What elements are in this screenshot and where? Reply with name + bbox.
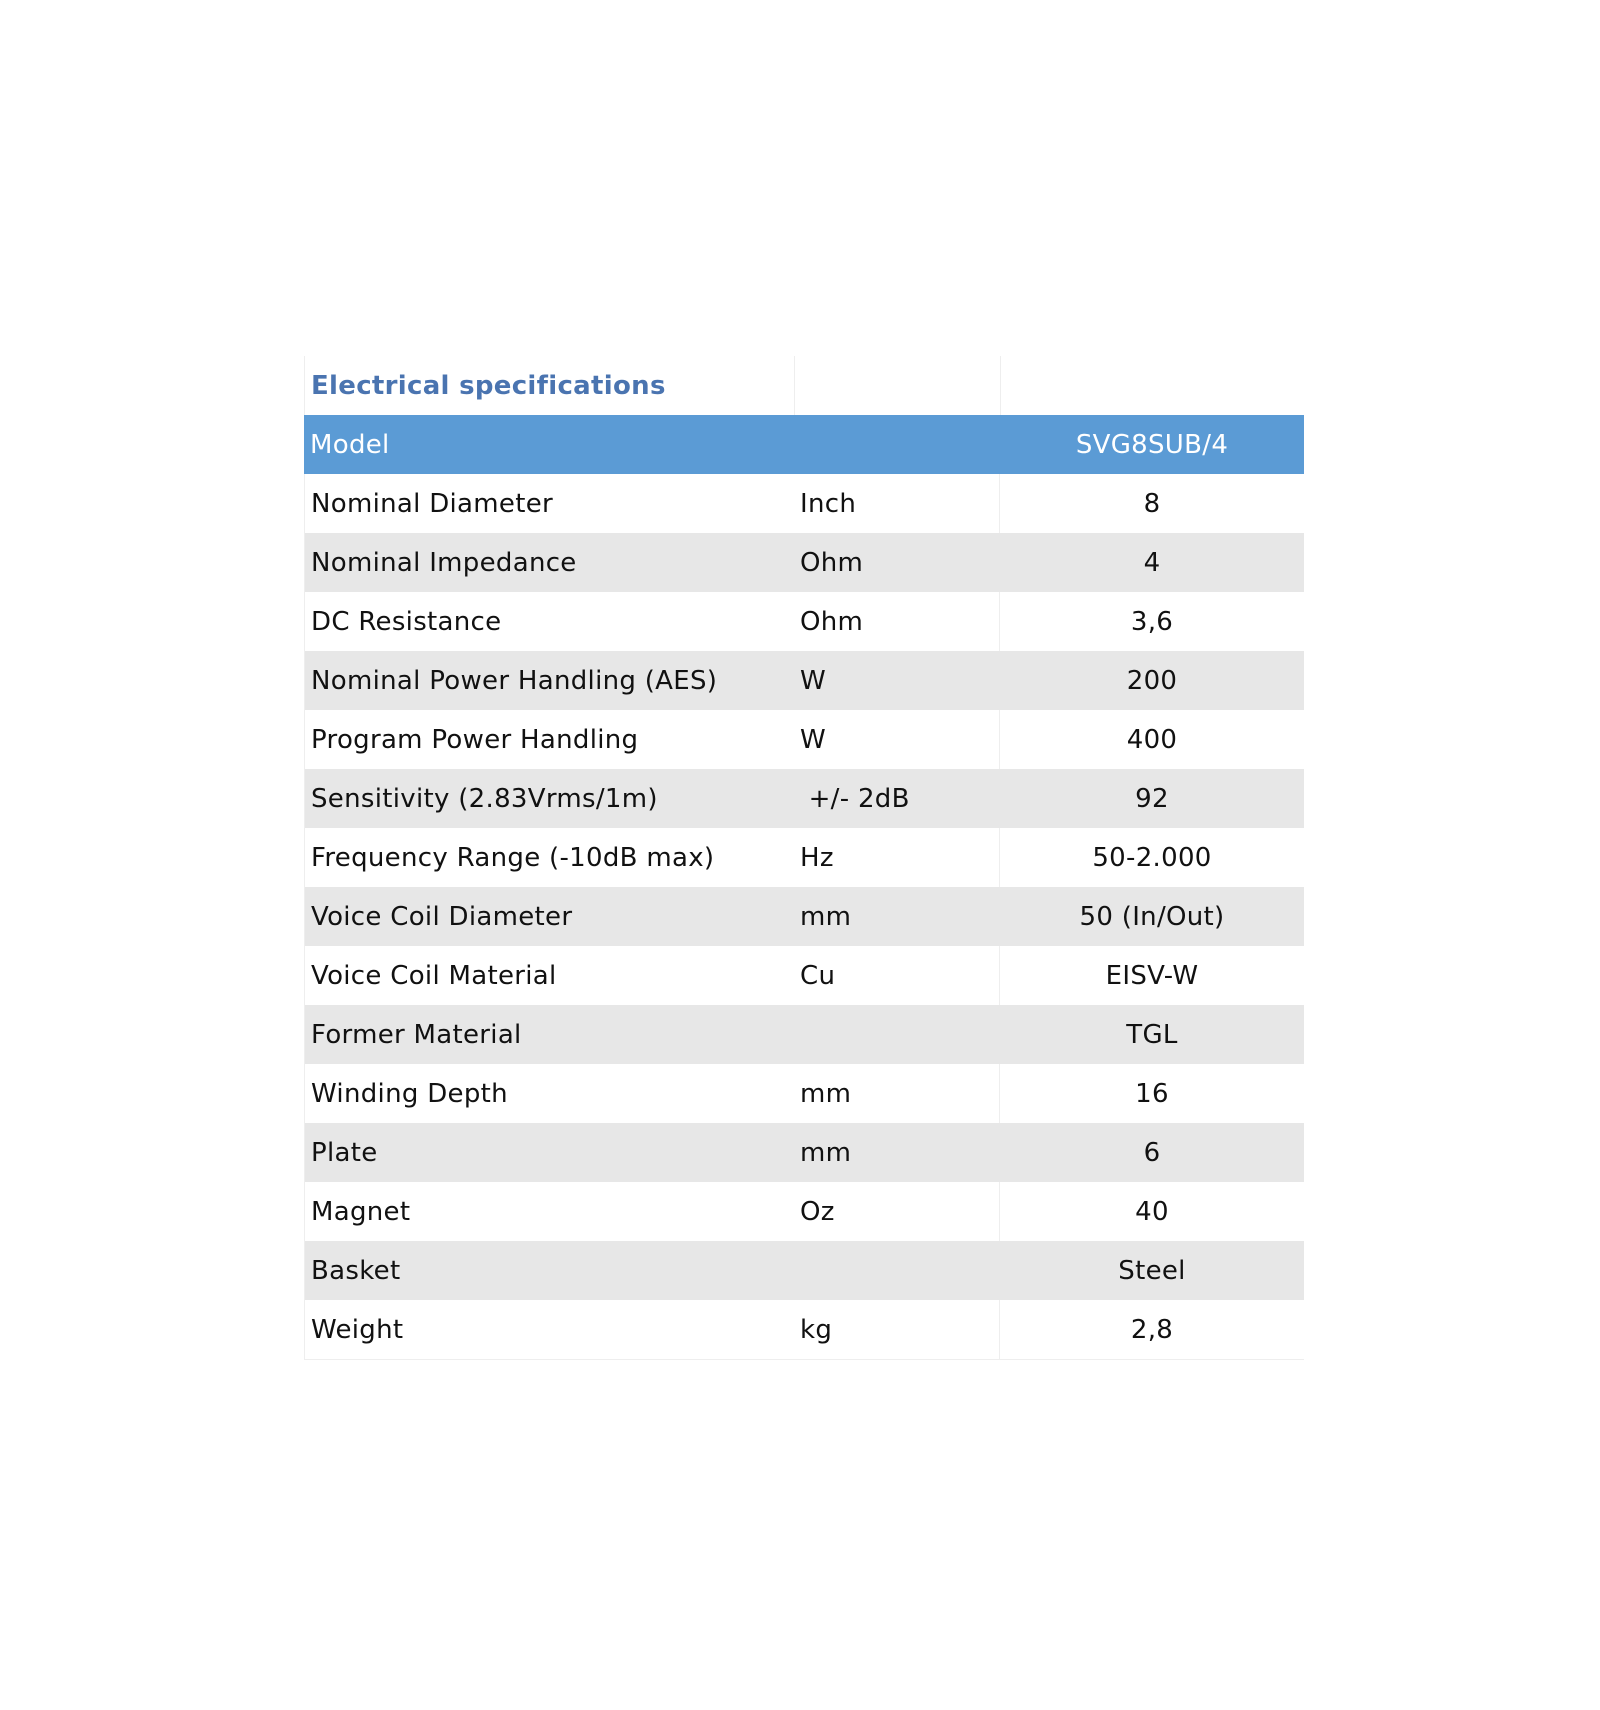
value-cell: 400 [1000,710,1304,769]
unit-cell: mm [794,1123,1000,1182]
unit-cell: Ohm [794,533,1000,592]
value-cell: 3,6 [1000,592,1304,651]
value-cell: 40 [1000,1182,1304,1241]
unit-cell: Hz [794,828,1000,887]
header-model-value: SVG8SUB/4 [1000,415,1304,474]
table-row [304,1182,1304,1241]
table-row [304,592,1304,651]
parameter-cell: Voice Coil Material [304,946,794,1005]
parameter-cell: Nominal Diameter [304,474,794,533]
spec-table [304,356,1304,1360]
unit-cell: W [794,710,1000,769]
table-title: Electrical specifications [304,356,794,415]
value-cell: EISV-W [1000,946,1304,1005]
value-cell: TGL [1000,1005,1304,1064]
parameter-cell: Nominal Impedance [304,533,794,592]
parameter-cell: DC Resistance [304,592,794,651]
parameter-cell: Winding Depth [304,1064,794,1123]
unit-cell [794,1005,1000,1064]
value-cell: 92 [1000,769,1304,828]
unit-cell: Inch [794,474,1000,533]
unit-cell: mm [794,887,1000,946]
parameter-cell: Former Material [304,1005,794,1064]
unit-cell: kg [794,1300,1000,1359]
parameter-cell: Frequency Range (-10dB max) [304,828,794,887]
value-cell: 50 (In/Out) [1000,887,1304,946]
parameter-cell: Basket [304,1241,794,1300]
parameter-cell: Sensitivity (2.83Vrms/1m) [304,769,794,828]
unit-cell [794,1241,1000,1300]
parameter-cell: Program Power Handling [304,710,794,769]
parameter-cell: Plate [304,1123,794,1182]
table-row [304,1123,1304,1182]
table-row [304,1241,1304,1300]
table-row [304,1005,1304,1064]
header-label: Model [304,415,794,474]
value-cell: 8 [1000,474,1304,533]
unit-cell: mm [794,1064,1000,1123]
table-row [304,474,1304,533]
value-cell: 16 [1000,1064,1304,1123]
table-row [304,769,1304,828]
parameter-cell: Magnet [304,1182,794,1241]
table-body [304,474,1304,1360]
unit-cell: Cu [794,946,1000,1005]
value-cell: 50-2.000 [1000,828,1304,887]
table-row [304,1064,1304,1123]
table-row [304,710,1304,769]
unit-cell: W [794,651,1000,710]
unit-cell: +/- 2dB [794,769,1000,828]
value-cell: 2,8 [1000,1300,1304,1359]
value-cell: Steel [1000,1241,1304,1300]
table-row [304,651,1304,710]
header-unit-cell [794,415,1000,474]
table-row [304,946,1304,1005]
value-cell: 4 [1000,533,1304,592]
value-cell: 6 [1000,1123,1304,1182]
unit-cell: Ohm [794,592,1000,651]
table-row [304,887,1304,946]
header-row [304,415,1304,474]
value-cell: 200 [1000,651,1304,710]
title-spacer [1000,356,1304,415]
unit-cell: Oz [794,1182,1000,1241]
parameter-cell: Nominal Power Handling (AES) [304,651,794,710]
parameter-cell: Weight [304,1300,794,1359]
table-row [304,828,1304,887]
parameter-cell: Voice Coil Diameter [304,887,794,946]
table-row [304,1300,1304,1360]
title-row [304,356,1304,415]
table-row [304,533,1304,592]
title-spacer [794,356,1000,415]
